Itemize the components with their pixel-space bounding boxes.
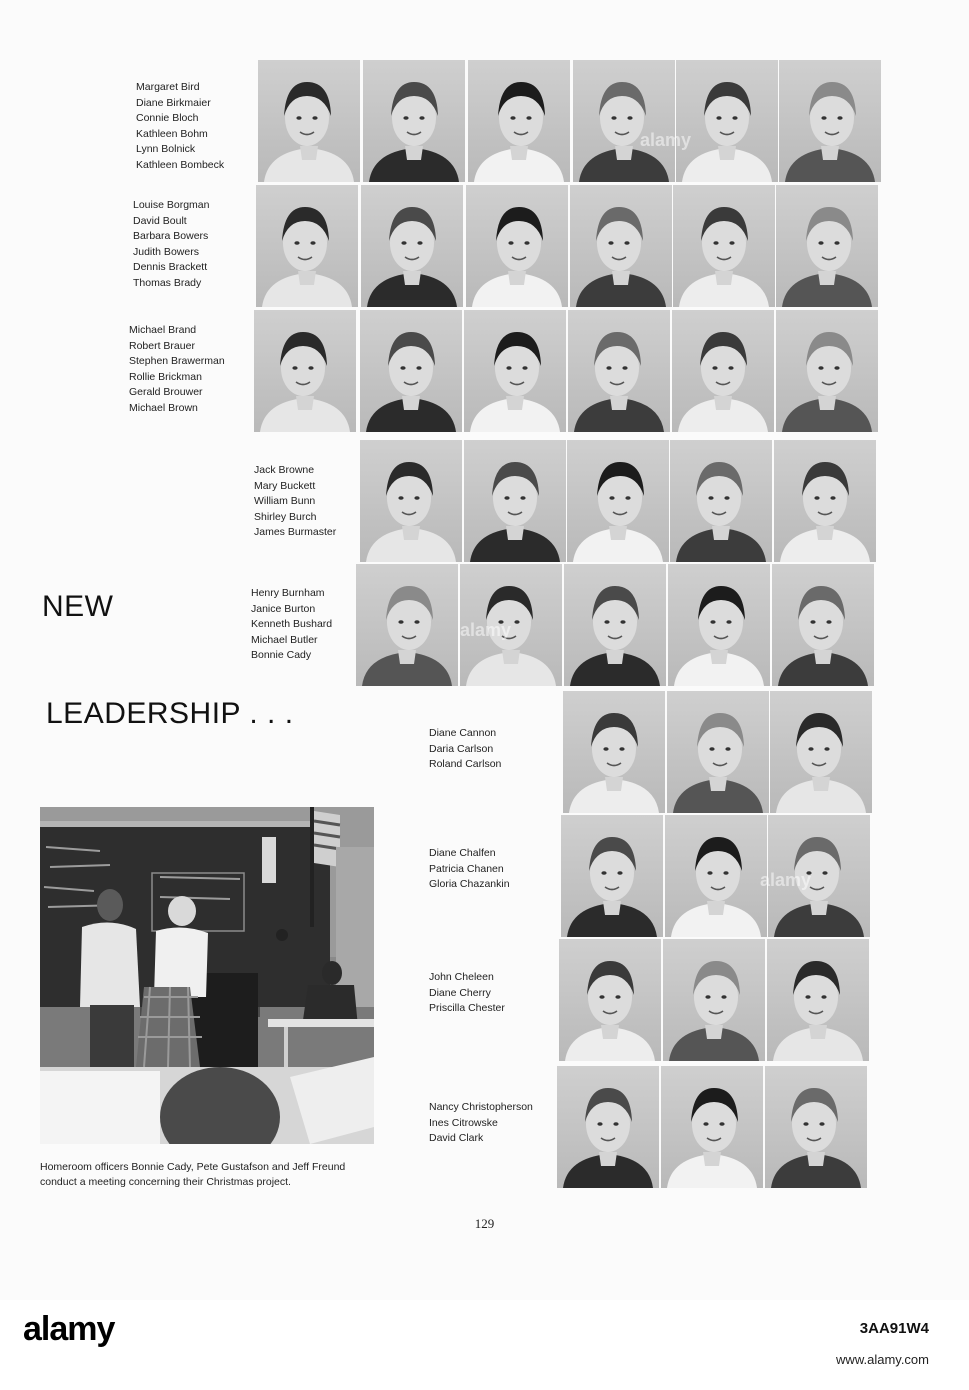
student-name: Mary Buckett <box>254 479 316 492</box>
student-name: Gloria Chazankin <box>429 878 510 890</box>
student-name: Rollie Brickman <box>129 370 202 383</box>
student-portrait <box>567 440 669 562</box>
portrait-figure <box>356 564 458 686</box>
portrait-figure <box>676 60 778 182</box>
portrait-figure <box>361 185 463 307</box>
portrait-figure <box>258 60 360 182</box>
image-id: 3AA91W4 <box>859 1320 929 1337</box>
portrait-figure <box>570 185 672 307</box>
classroom-photo <box>40 807 374 1144</box>
student-portrait <box>561 815 663 937</box>
name-list <box>129 323 225 416</box>
portrait-figure <box>464 310 566 432</box>
student-portrait <box>776 185 878 307</box>
name-list <box>254 463 336 541</box>
portrait-figure <box>661 1066 763 1188</box>
student-portrait <box>770 691 872 813</box>
portrait-figure <box>672 310 774 432</box>
student-portrait <box>673 185 775 307</box>
student-name: Ines Citrowske <box>429 1116 498 1129</box>
name-list <box>429 1100 533 1147</box>
portrait-figure <box>779 60 881 182</box>
alamy-logo: alamy <box>23 1310 115 1348</box>
student-portrait <box>564 564 666 686</box>
portrait-figure <box>363 60 465 182</box>
portrait-figure <box>772 564 874 686</box>
student-name: Dennis Brackett <box>133 261 208 273</box>
portrait-figure <box>557 1066 659 1188</box>
student-portrait <box>363 60 465 182</box>
portrait-figure <box>256 185 358 307</box>
student-portrait <box>676 60 778 182</box>
name-list <box>429 970 505 1017</box>
student-name: Roland Carlson <box>429 758 502 770</box>
headline-new: NEW <box>42 590 114 623</box>
student-portrait <box>468 60 570 182</box>
portrait-figure <box>767 939 869 1061</box>
student-name: Janice Burton <box>251 602 316 615</box>
student-name: Judith Bowers <box>133 245 199 258</box>
student-portrait <box>466 185 568 307</box>
name-list <box>429 846 510 893</box>
student-name: Robert Brauer <box>129 339 195 352</box>
student-name: William Bunn <box>254 495 316 507</box>
student-portrait <box>661 1066 763 1188</box>
student-portrait <box>356 564 458 686</box>
page-number: 129 <box>474 1216 495 1231</box>
student-portrait <box>360 440 462 562</box>
student-portrait <box>774 440 876 562</box>
student-portrait <box>361 185 463 307</box>
portrait-figure <box>254 310 356 432</box>
portrait-figure <box>468 60 570 182</box>
student-portrait <box>464 310 566 432</box>
student-portrait <box>568 310 670 432</box>
portrait-figure <box>561 815 663 937</box>
student-portrait <box>670 440 772 562</box>
student-portrait <box>254 310 356 432</box>
student-portrait <box>672 310 774 432</box>
footer-bar <box>0 1300 969 1390</box>
watermark-text: alamy <box>640 130 692 150</box>
student-portrait <box>767 939 869 1061</box>
student-name: Barbara Bowers <box>133 230 209 242</box>
portrait-figure <box>464 440 566 562</box>
portrait-figure <box>776 310 878 432</box>
student-name: Nancy Christopherson <box>429 1101 533 1113</box>
watermark-text: alamy <box>460 620 512 640</box>
student-name: Margaret Bird <box>136 81 200 93</box>
student-name: Diane Birkmaier <box>136 96 211 109</box>
portrait-figure <box>663 939 765 1061</box>
student-portrait <box>570 185 672 307</box>
portrait-figure <box>360 440 462 562</box>
student-name: Diane Chalfen <box>429 847 496 859</box>
portrait-figure <box>563 691 665 813</box>
student-portrait <box>557 1066 659 1188</box>
portrait-figure <box>665 815 767 937</box>
portrait-figure <box>776 185 878 307</box>
portrait-figure <box>564 564 666 686</box>
student-portrait <box>559 939 661 1061</box>
portrait-figure <box>667 691 769 813</box>
student-name: Patricia Chanen <box>429 862 504 875</box>
student-portrait <box>765 1066 867 1188</box>
student-name: Stephen Brawerman <box>129 355 225 367</box>
student-name: Diane Cannon <box>429 727 497 739</box>
student-name: Gerald Brouwer <box>129 386 203 398</box>
student-portrait <box>663 939 765 1061</box>
student-name: Lynn Bolnick <box>136 143 196 155</box>
student-name: David Clark <box>429 1132 484 1144</box>
student-portrait <box>668 564 770 686</box>
portrait-figure <box>770 691 872 813</box>
student-portrait <box>258 60 360 182</box>
student-portrait <box>779 60 881 182</box>
name-list <box>251 586 332 664</box>
portrait-figure <box>559 939 661 1061</box>
student-name: Kathleen Bombeck <box>136 158 225 171</box>
student-name: Michael Butler <box>251 633 318 646</box>
student-name: David Boult <box>133 214 187 227</box>
portrait-figure <box>765 1066 867 1188</box>
student-name: Daria Carlson <box>429 742 494 755</box>
student-portrait <box>464 440 566 562</box>
student-name: Henry Burnham <box>251 587 325 599</box>
name-list <box>136 80 224 173</box>
student-name: Michael Brown <box>129 401 198 414</box>
student-portrait <box>772 564 874 686</box>
student-name: Jack Browne <box>254 464 315 476</box>
portrait-figure <box>774 440 876 562</box>
student-name: Priscilla Chester <box>429 1002 505 1014</box>
student-name: Shirley Burch <box>254 510 317 523</box>
portrait-figure <box>466 185 568 307</box>
student-name: Bonnie Cady <box>251 649 312 661</box>
portrait-figure <box>360 310 462 432</box>
student-portrait <box>360 310 462 432</box>
student-name: Kenneth Bushard <box>251 618 333 630</box>
portrait-figure <box>670 440 772 562</box>
student-name: Diane Cherry <box>429 986 491 999</box>
student-name: Connie Bloch <box>136 112 199 124</box>
site-url: www.alamy.com <box>836 1352 929 1367</box>
student-portrait <box>573 60 675 182</box>
portrait-figure <box>567 440 669 562</box>
student-name: Louise Borgman <box>133 199 210 211</box>
student-portrait <box>563 691 665 813</box>
student-name: Kathleen Bohm <box>136 127 208 140</box>
student-portrait <box>667 691 769 813</box>
photo-caption: Homeroom officers Bonnie Cady, Pete Gustafson and Jeff Freund conduct a meeting concerning their Christmas project. <box>40 1161 346 1188</box>
student-name: Thomas Brady <box>133 276 202 289</box>
watermark-text: alamy <box>760 870 812 890</box>
portrait-figure <box>668 564 770 686</box>
name-list <box>429 726 501 773</box>
student-portrait <box>256 185 358 307</box>
student-portrait <box>776 310 878 432</box>
student-name: James Burmaster <box>254 526 337 538</box>
portrait-figure <box>673 185 775 307</box>
headline-leadership: LEADERSHIP . . . <box>46 697 294 730</box>
portrait-figure <box>573 60 675 182</box>
student-portrait <box>665 815 767 937</box>
name-list <box>133 198 209 291</box>
portrait-figure <box>568 310 670 432</box>
student-name: John Cheleen <box>429 971 494 983</box>
student-name: Michael Brand <box>129 324 197 336</box>
